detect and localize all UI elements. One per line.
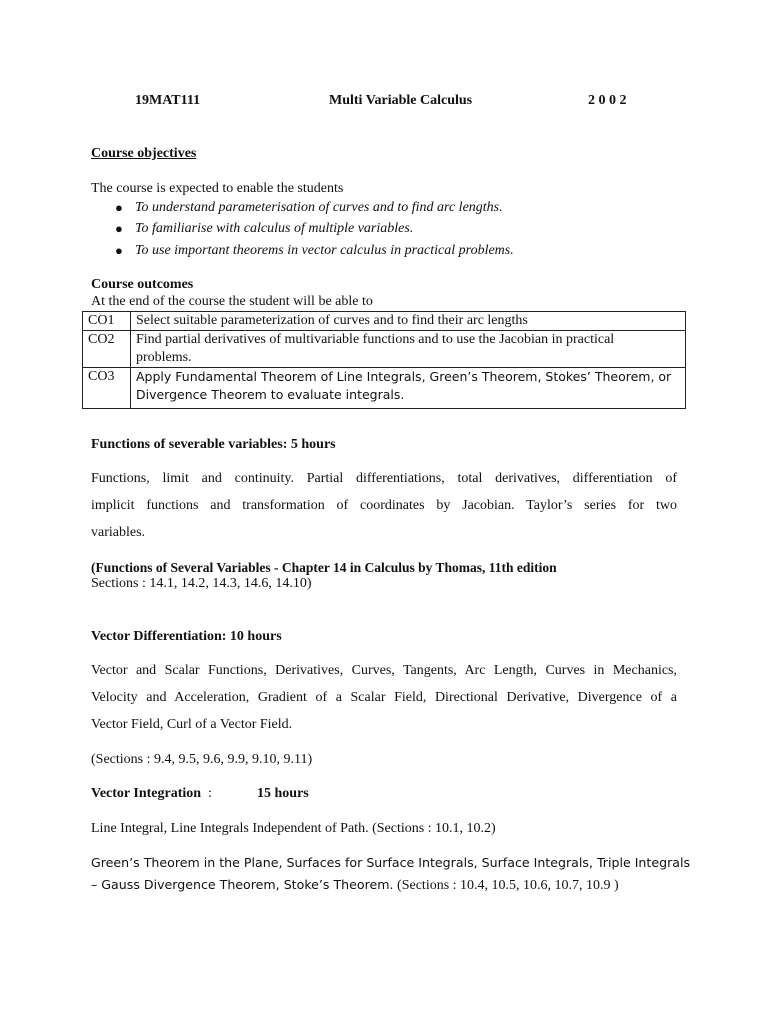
unit1-sections: Sections : 14.1, 14.2, 14.3, 14.6, 14.10)	[91, 576, 312, 591]
table-row	[83, 368, 686, 409]
unit2-text-line: Velocity and Acceleration, Gradient of a Scalar Field, Directional Derivative, Divergence of a	[91, 690, 677, 705]
outcome-text: Select suitable parameterization of curves and to find their arc lengths	[131, 312, 686, 331]
outcomes-intro: At the end of the course the student will be able to	[91, 294, 373, 309]
unit3-paragraph-line: Green’s Theorem in the Plane, Surfaces for Surface Integrals, Surface Integrals, Triple Integrals	[91, 855, 691, 870]
objectives-intro: The course is expected to enable the students	[91, 181, 344, 196]
outcome-code: CO2	[83, 331, 131, 368]
objective-item: To understand parameterisation of curves and to find arc lengths.	[135, 200, 503, 215]
objective-item: To familiarise with calculus of multiple variables.	[135, 221, 414, 236]
unit2-heading: Vector Differentiation: 10 hours	[91, 629, 282, 644]
table-row	[83, 331, 686, 368]
outcome-code: CO3	[83, 368, 131, 409]
course-credits: 2 0 0 2	[588, 93, 627, 108]
unit2-text-line: Vector Field, Curl of a Vector Field.	[91, 717, 293, 732]
bullet-icon: ●	[115, 200, 123, 215]
outcomes-heading: Course outcomes	[91, 277, 194, 292]
unit1-text-line: implicit functions and transformation of coordinates by Jacobian. Taylor’s series for two	[91, 498, 677, 513]
outcomes-table	[82, 311, 686, 409]
outcome-text-line: Apply Fundamental Theorem of Line Integrals, Green’s Theorem, Stokes’ Theorem, or	[136, 369, 672, 384]
outcome-text-line: Divergence Theorem to evaluate integrals.	[136, 387, 405, 402]
unit1-reference: (Functions of Several Variables - Chapter 14 in Calculus by Thomas, 11th edition	[91, 560, 557, 575]
unit3-heading-label: Vector Integration	[91, 786, 202, 801]
unit2-sections: (Sections : 9.4, 9.5, 9.6, 9.9, 9.10, 9.11)	[91, 752, 313, 767]
unit3-heading-colon: :	[208, 786, 212, 801]
outcome-text	[131, 331, 686, 368]
outcome-text-line: Find partial derivatives of multivariable functions and to use the Jacobian in practical	[136, 332, 615, 347]
unit1-heading: Functions of severable variables: 5 hours	[91, 437, 336, 452]
unit3-sections: (Sections : 10.4, 10.5, 10.6, 10.7, 10.9 )	[393, 878, 619, 893]
unit1-text-line: Functions, limit and continuity. Partial differentiations, total derivatives, differentiation of	[91, 471, 677, 486]
unit3-theorems: – Gauss Divergence Theorem, Stoke’s Theorem.	[91, 877, 394, 892]
objectives-heading: Course objectives	[91, 146, 197, 161]
table-row	[83, 312, 686, 331]
bullet-icon: ●	[115, 221, 123, 236]
unit3-paragraph: Line Integral, Line Integrals Independent of Path. (Sections : 10.1, 10.2)	[91, 821, 496, 836]
outcome-text-line: problems.	[136, 350, 192, 365]
unit2-text-line: Vector and Scalar Functions, Derivatives, Curves, Tangents, Arc Length, Curves in Mechanics,	[91, 663, 677, 678]
bullet-icon: ●	[115, 243, 123, 258]
outcome-text	[131, 368, 686, 409]
unit3-heading-hours: 15 hours	[257, 786, 309, 801]
objective-item: To use important theorems in vector calculus in practical problems.	[135, 243, 514, 258]
outcome-code: CO1	[83, 312, 131, 331]
course-code: 19MAT111	[135, 93, 201, 108]
course-title: Multi Variable Calculus	[329, 93, 473, 108]
unit1-text-line: variables.	[91, 525, 146, 540]
unit3-paragraph-line	[91, 877, 619, 894]
